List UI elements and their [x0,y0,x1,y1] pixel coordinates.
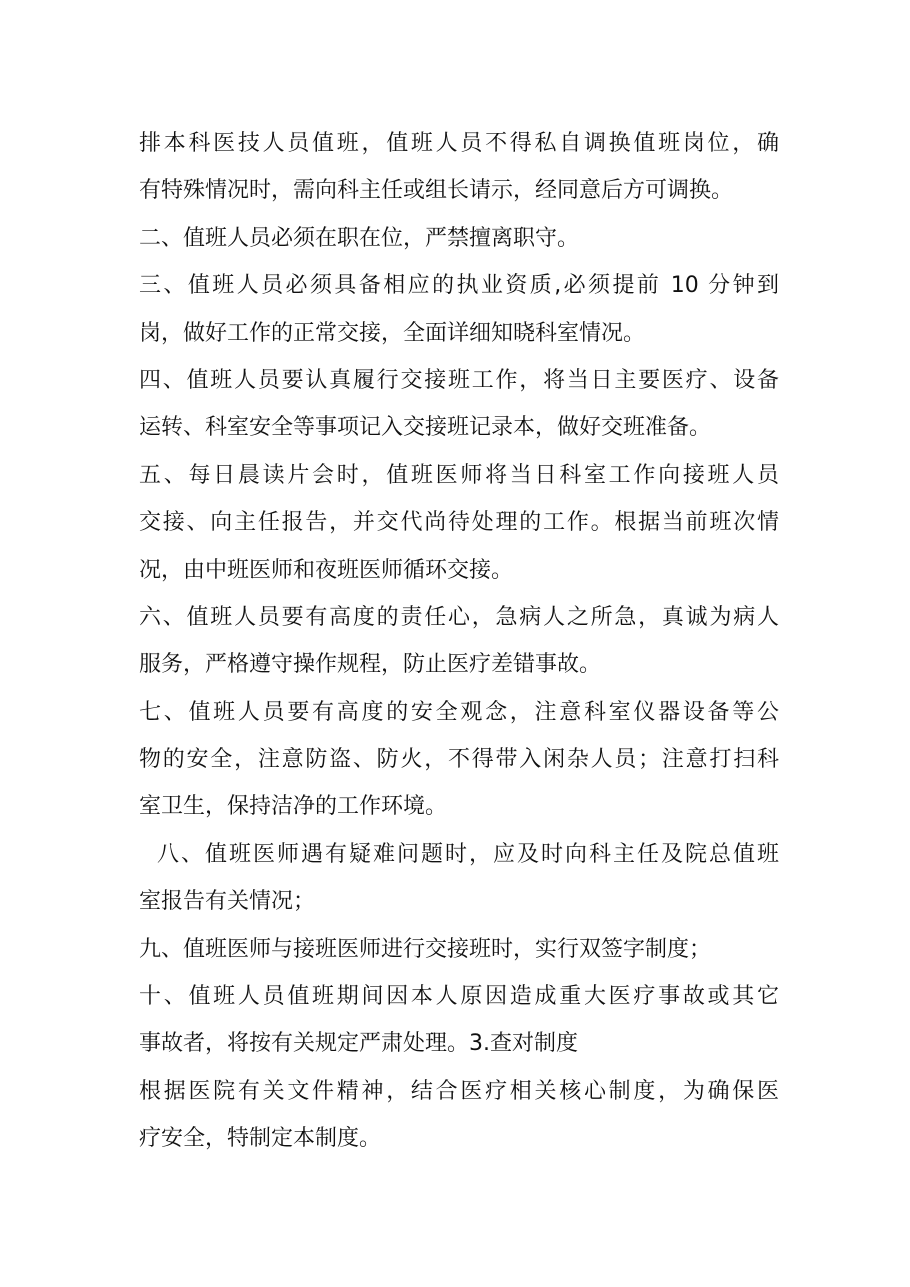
text-line: 服务，严格遵守操作规程，防止医疗差错事故。 [139,652,602,678]
text-line: 七、值班人员要有高度的安全观念，注意科室仪器设备等公 [139,699,779,725]
text-line: 室报告有关情况； [139,889,316,915]
text-line: 三、值班人员必须具备相应的执业资质,必须提前 10 分钟到 [139,273,779,299]
text-line: 况，由中班医师和夜班医师循环交接。 [139,557,514,583]
document-body [139,120,779,1163]
text-line: 八、值班医师遇有疑难问题时，应及时向科主任及院总值班 [157,841,779,867]
text-line: 五、每日晨读片会时，值班医师将当日科室工作向接班人员 [139,462,779,488]
text-line: 疗安全，特制定本制度。 [139,1126,382,1152]
text-line: 九、值班医师与接班医师进行交接班时，实行双签字制度； [139,936,712,962]
text-line: 四、值班人员要认真履行交接班工作，将当日主要医疗、设备 [139,367,779,393]
text-line: 岗，做好工作的正常交接，全面详细知晓科室情况。 [139,320,646,346]
text-line: 六、值班人员要有高度的责任心，急病人之所急，真诚为病人 [139,604,779,630]
text-line: 十、值班人员值班期间因本人原因造成重大医疗事故或其它 [139,984,779,1010]
text-line: 物的安全，注意防盗、防火，不得带入闲杂人员；注意打扫科 [139,747,779,773]
text-line: 二、值班人员必须在职在位，严禁擅离职守。 [139,225,580,251]
text-line: 根据医院有关文件精神，结合医疗相关核心制度，为确保医 [139,1078,779,1104]
text-line: 运转、科室安全等事项记入交接班记录本，做好交班准备。 [139,415,712,441]
text-line: 有特殊情况时，需向科主任或组长请示，经同意后方可调换。 [139,178,734,204]
text-line: 事故者，将按有关规定严肃处理。3.查对制度 [139,1031,578,1057]
text-line: 室卫生，保持洁净的工作环境。 [139,794,448,820]
text-line: 排本科医技人员值班，值班人员不得私自调换值班岗位，确 [139,131,779,156]
text-line: 交接、向主任报告，并交代尚待处理的工作。根据当前班次情 [139,510,779,536]
